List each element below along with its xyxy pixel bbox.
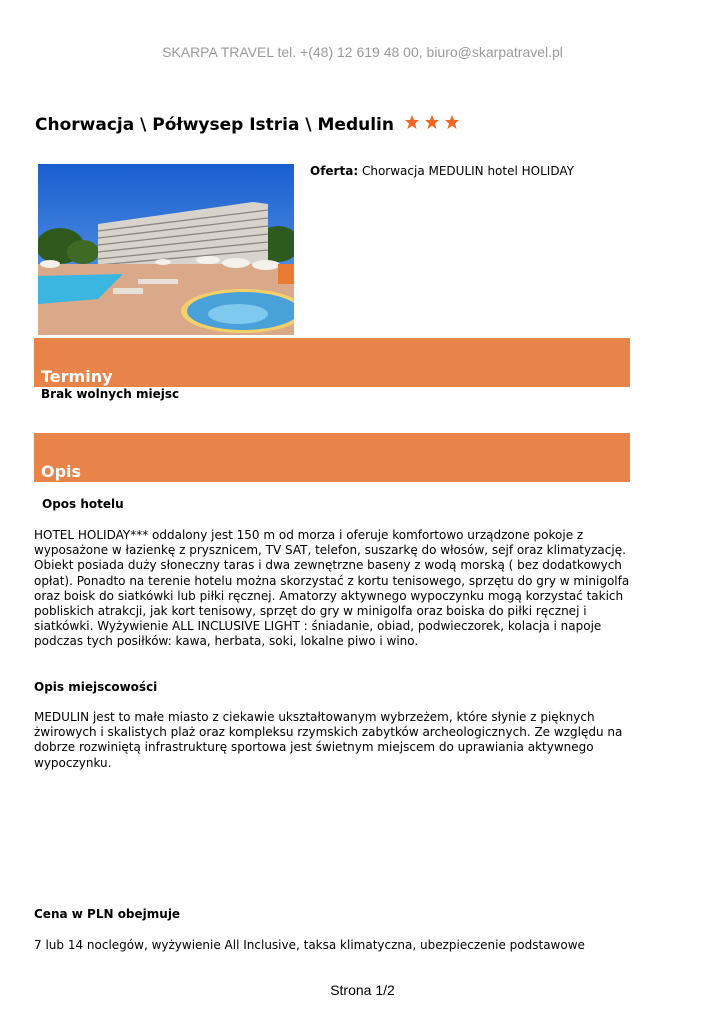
terminy-section-header xyxy=(34,338,630,387)
offer-label: Oferta: xyxy=(310,164,359,178)
opis-section-header xyxy=(34,433,630,482)
star-icon xyxy=(444,114,460,130)
price-includes-text: 7 lub 14 noclegów, wyżywienie All Inclusive, taksa klimatyczna, ubezpieczenie podstawowe xyxy=(34,938,585,952)
hotel-description-text: HOTEL HOLIDAY*** oddalony jest 150 m od morza i oferuje komfortowo urządzone pokoje z wyposażone w łazienkę z prysznicem, TV SAT, telefon, suszarkę do włosów, sejf oraz klimatyzację. Obiekt posiada duży słoneczny taras i dwa zewnętrzne baseny z wodą morską ( bez dodatkowych opłat). Ponadto na terenie hotelu można skorzystać z kortu tenisowego, sprzętu do gry w minigolfa oraz boisk do siatkówki lub piłki ręcznej. Amatorzy aktywnego wypoczynku mogą korzystać takich pobliskich atrakcji, jak kort tenisowy, sprzęt do gry w minigolfa oraz boiska do piłki ręcznej i siatkówki. Wyżywienie ALL INCLUSIVE LIGHT : śniadanie, obiad, podwieczorek, kolacja i napoje podczas tych posiłków: kawa, herbata, soki, lokalne piwo i wino. xyxy=(34,528,630,649)
price-includes-heading: Cena w PLN obejmuje xyxy=(34,907,181,921)
hotel-description-heading: Opos hotelu xyxy=(42,497,124,511)
star-icon xyxy=(404,114,420,130)
page-number: Strona 1/2 xyxy=(330,982,395,998)
terminy-heading: Terminy xyxy=(41,367,113,386)
availability-status: Brak wolnych miejsc xyxy=(41,387,180,401)
hotel-photo xyxy=(38,164,294,335)
star-rating xyxy=(404,114,464,134)
page-title: Chorwacja \ Półwysep Istria \ Medulin xyxy=(35,115,394,135)
star-icon xyxy=(424,114,440,130)
contact-header: SKARPA TRAVEL tel. +(48) 12 619 48 00, biuro@skarpatravel.pl xyxy=(162,44,563,60)
offer-value: Chorwacja MEDULIN hotel HOLIDAY xyxy=(361,164,574,178)
place-description-heading: Opis miejscowości xyxy=(34,680,158,694)
offer-line xyxy=(310,164,574,178)
opis-heading: Opis xyxy=(41,462,82,481)
place-description-text: MEDULIN jest to małe miasto z ciekawie ukształtowanym wybrzeżem, które słynie z pięknych żwirowych i skalistych plaż oraz kompleksu rzymskich zabytków archeologicznych. Ze względu na dobrze rozwiniętą infrastrukturę sportowa jest świetnym miejscem do uprawiania aktywnego wypoczynku. xyxy=(34,710,623,770)
